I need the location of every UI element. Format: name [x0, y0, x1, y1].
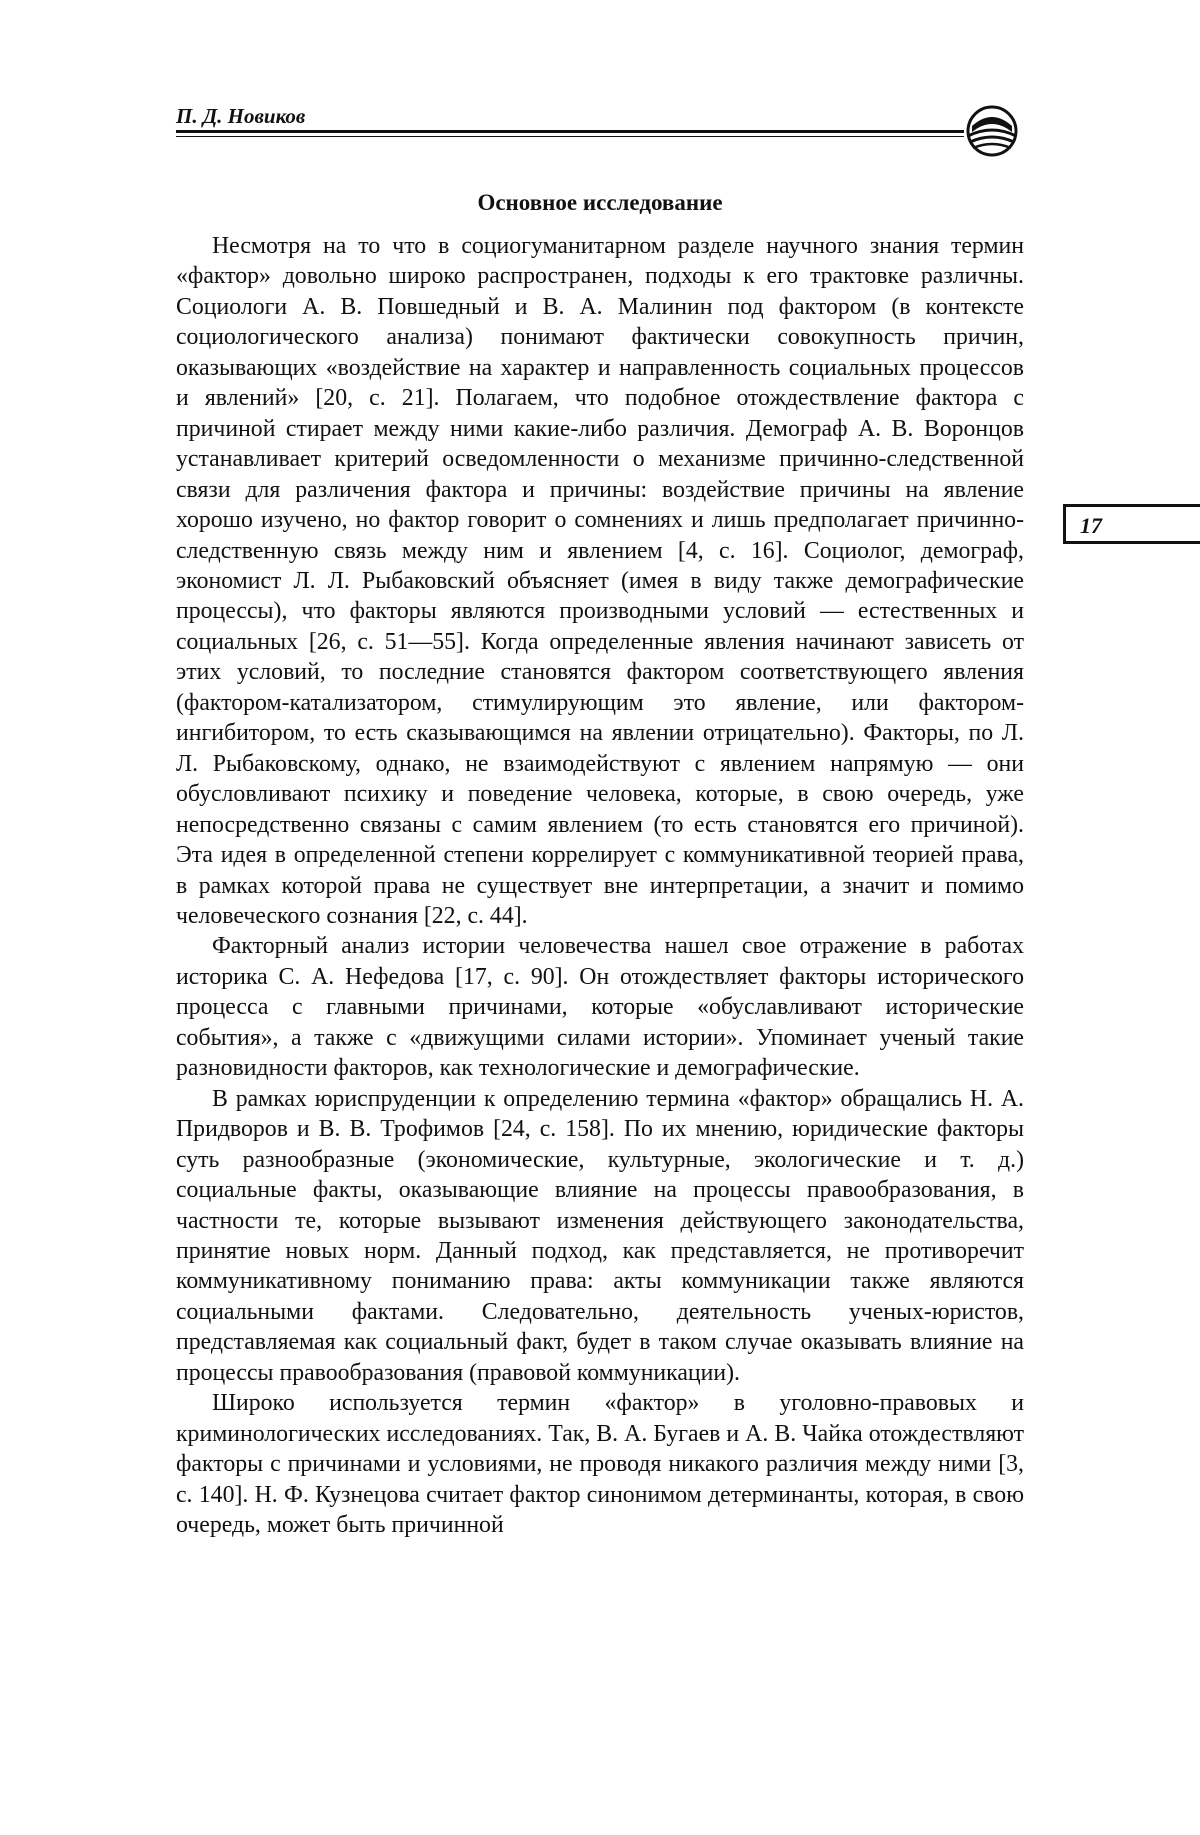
- running-head-author: П. Д. Новиков: [176, 104, 306, 128]
- page-number: 17: [1080, 513, 1102, 538]
- paragraph-1: Несмотря на то что в социогуманитарном разделе научного знания термин «фактор» довольно широко распространен, подходы к его трактовке различны. Социологи А. В. Повшедный и В. А. Малинин под фактором (в контексте социологического анализа) понимают фактически совокупность причин, оказывающих «воздействие на характер и направленность социальных процессов и явлений» [20, с. 21]. Полагаем, что подобное отождествление фактора с причиной стирает между ними какие-либо различия. Демограф А. В. Воронцов устанавливает критерий осведомленности о механизме причинно-следственной связи для различения фактора и причины: воздействие причины на явление хорошо изучено, но фактор говорит о сомнениях и лишь предполагает причинно-следственную связь между ним и явлением [4, с. 16]. Социолог, демограф, экономист Л. Л. Рыбаковский объясняет (имея в виду также демографические процессы), что факторы являются производными условий — естественных и социальных [26, с. 51—55]. Когда определенные явления начинают зависеть от этих условий, то последние становятся фактором соответствующего явления (фактором-катализатором, стимулирующим это явление, или фактором-ингибитором, то есть сказывающимся на явлении отрицательно). Факторы, по Л. Л. Рыбаковскому, однако, не взаимодействуют с явлением напрямую — они обусловливают психику и поведение человека, которые, в свою очередь, уже непосредственно связаны с самим явлением (то есть становятся его причиной). Эта идея в определенной степени коррелирует с коммуникативной теорией права, в рамках которой права не существует вне интерпретации, а значит и помимо человеческого сознания [22, с. 44].: [176, 233, 1024, 929]
- section-title: Основное исследование: [477, 190, 723, 215]
- paragraph-2: Факторный анализ истории человечества нашел свое отражение в работах историка С. А. Нефедова [17, с. 90]. Он отождествляет факторы исторического процесса с главными причинами, которые «обуславливают исторические события», а также с «движущими силами истории». Упоминает ученый такие разновидности факторов, как технологические и демографические.: [176, 933, 1024, 1082]
- header-rule-thin: [176, 136, 964, 137]
- paragraph-3: В рамках юриспруденции к определению термина «фактор» обращались Н. А. Придворов и В. В. Трофимов [24, с. 158]. По их мнению, юридические факторы суть разнообразные (экономические, культурные, экологические и т. д.) социальные факты, оказывающие влияние на процессы правообразования, в частности те, которые вызывают изменения действующего законодательства, принятие новых норм. Данный подход, как представляется, не противоречит коммуникативному пониманию права: акты коммуникации также являются социальными фактами. Следовательно, деятельность ученых-юристов, представляемая как социальный факт, будет в таком случае оказывать влияние на процессы правообразования (правовой коммуникации).: [176, 1085, 1024, 1386]
- journal-logo-icon: [962, 102, 1022, 160]
- page-number-box: [1063, 504, 1200, 544]
- article-body: [176, 231, 1024, 1540]
- paragraph-4: Широко используется термин «фактор» в уголовно-правовых и криминологических исследованиях. Так, В. А. Бугаев и А. В. Чайка отождествляют факторы с причинами и условиями, не проводя никакого различия между ними [3, с. 140]. Н. Ф. Кузнецова считает фактор синонимом детерминанты, которая, в свою очередь, может быть причинной: [176, 1390, 1024, 1539]
- header-rule-thick: [176, 130, 964, 133]
